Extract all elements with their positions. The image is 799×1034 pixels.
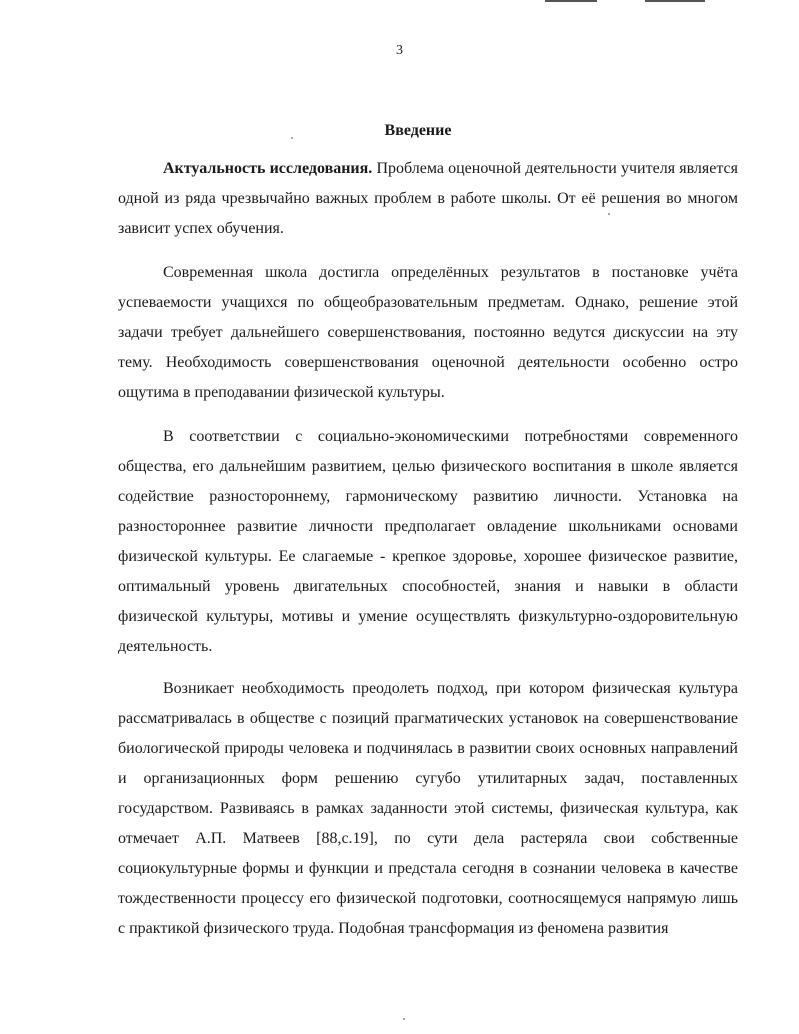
paragraph-text: Возникает необходимость преодолеть подход, при котором физическая культура рассматривалась в обществе с позиций прагматических установок на совершенствование биологической природы человека и подчинялась в развитии своих основных направлений и организационных форм решению сугубо утилитарных задач, поставленных государством. Развиваясь в рамках заданности этой системы, физическая культура, как отмечает А.П. Матвеев [88,с.19], по сути дела растеряла свои собственные социокультурные формы и функции и предстала сегодня в сознании человека в качестве тождественности процессу его физической подготовки, соотносящемуся напрямую лишь с практикой физического труда. Подобная трансформация из феномена развития [118, 680, 738, 937]
scan-edge-mark [645, 0, 705, 2]
page-number: 3 [396, 43, 403, 58]
paragraph-text: В соответствии с социально-экономическими потребностями современного общества, его дальнейшим развитием, целью физического воспитания в школе является содействие разностороннему, гармоническому развитию личности. Установка на разностороннее развитие личности предполагает овладение школьниками основами физической культуры. Ее слагаемые - крепкое здоровье, хорошее физическое развитие, оптимальный уровень двигательных способностей, знания и навыки в области физической культуры, мотивы и умение осуществлять физкультурно-оздоровительную деятельность. [118, 428, 738, 655]
scan-edge-mark [545, 0, 597, 2]
paragraph-text: Современная школа достигла определённых результатов в постановке учёта успеваемости учащихся по общеобразовательным предметам. Однако, решение этой задачи требует дальнейшего совершенствования, постоянно ведутся дискуссии на эту тему. Необходимость совершенствования оценочной деятельности особенно остро ощутима в преподавании физической культуры. [118, 264, 738, 401]
paragraph [118, 154, 738, 244]
paragraph [118, 258, 738, 408]
paragraph [118, 422, 738, 662]
section-heading: Введение [384, 122, 452, 139]
document-body [118, 154, 738, 958]
paragraph-text: Проблема оценочной деятельности учителя является одной из ряда чрезвычайно важных проблем в работе школы. От её решения во многом зависит успех обучения. [118, 160, 739, 237]
paragraph [118, 674, 738, 944]
paragraph-lead: Актуальность исследования. [163, 160, 373, 177]
scan-speck [403, 1018, 405, 1020]
